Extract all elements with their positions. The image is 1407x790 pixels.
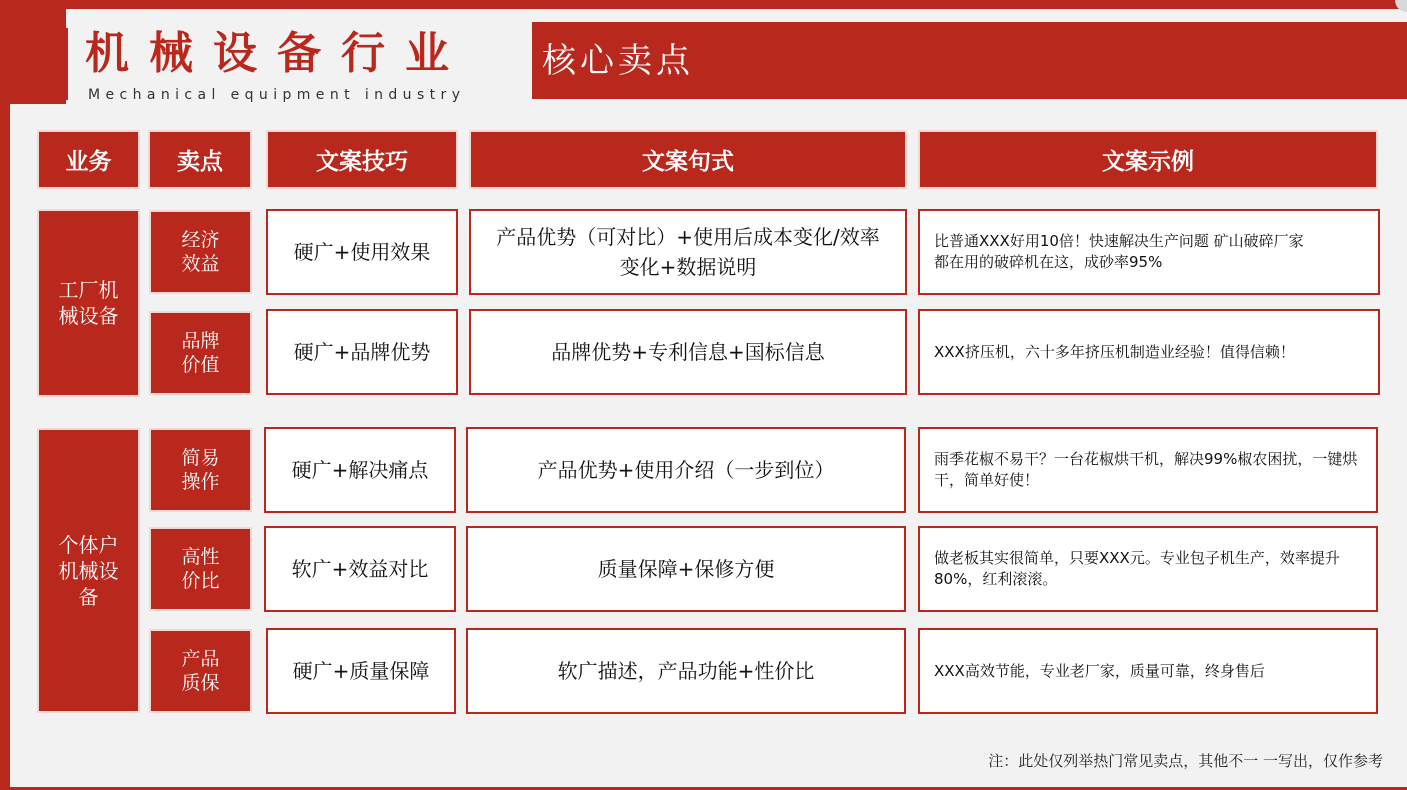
example-cell	[918, 628, 1378, 714]
technique-cell: 硬广+品牌优势	[266, 309, 458, 395]
header-pattern: 文案句式	[469, 130, 907, 189]
pattern-cell: 产品优势（可对比）+使用后成本变化/效率变化+数据说明	[469, 209, 907, 295]
example-text: 做老板其实很简单，只要XXX元。专业包子机生产，效率提升80%，红利滚滚。	[934, 549, 1340, 588]
header-business: 业务	[37, 130, 140, 189]
example-text: XXX挤压机，六十多年挤压机制造业经验！值得信赖！	[934, 342, 1295, 361]
title-accent-block	[10, 9, 66, 104]
pattern-cell: 软广描述，产品功能+性价比	[466, 628, 906, 714]
pattern-cell: 质量保障+保修方便	[466, 526, 906, 612]
selling-point	[149, 210, 252, 294]
selling-point-label: 品牌价值	[181, 330, 220, 376]
page-title: 机械设备行业	[85, 28, 469, 79]
header-technique: 文案技巧	[266, 130, 458, 189]
example-cell	[918, 209, 1380, 295]
business-individual	[37, 428, 140, 713]
business-factory	[37, 209, 140, 397]
selling-point-label: 产品质保	[181, 648, 220, 694]
example-cell	[918, 526, 1378, 612]
selling-point-label: 高性价比	[181, 546, 220, 592]
header-example: 文案示例	[918, 130, 1378, 189]
selling-point	[149, 311, 252, 395]
selling-point-label: 简易操作	[181, 447, 220, 493]
example-text: XXX高效节能，专业老厂家，质量可靠，终身售后	[934, 661, 1265, 680]
business-label: 个体户机械设备	[58, 532, 119, 609]
selling-point	[149, 527, 252, 611]
technique-cell: 硬广+质量保障	[266, 628, 456, 714]
pattern-cell: 品牌优势+专利信息+国标信息	[469, 309, 907, 395]
pattern-cell: 产品优势+使用介绍（一步到位）	[466, 427, 906, 513]
example-text: 雨季花椒不易干？一台花椒烘干机，解决99%椒农困扰，一键烘干，简单好使！	[934, 450, 1358, 489]
page-subtitle: Mechanical equipment industry	[88, 87, 466, 103]
technique-cell: 硬广+解决痛点	[264, 427, 456, 513]
top-frame-bar	[0, 0, 1407, 9]
corner-icon	[1395, 0, 1407, 12]
selling-point	[149, 428, 252, 512]
left-frame-bar	[0, 0, 10, 790]
example-text: 比普通XXX好用10倍！快速解决生产问题 矿山破碎厂家都在用的破碎机在这，成砂率95%	[934, 232, 1304, 271]
example-cell	[918, 427, 1378, 513]
selling-point	[149, 629, 252, 713]
header-selling-point: 卖点	[148, 130, 252, 189]
business-label: 工厂机械设备	[58, 278, 119, 328]
band-title: 核心卖点	[542, 41, 694, 81]
technique-cell: 软广+效益对比	[264, 526, 456, 612]
selling-point-label: 经济效益	[181, 229, 220, 275]
example-cell	[918, 309, 1380, 395]
title-divider	[66, 28, 68, 100]
footnote: 注：此处仅列举热门常见卖点，其他不一 一写出，仅作参考	[988, 752, 1383, 770]
technique-cell: 硬广+使用效果	[266, 209, 458, 295]
